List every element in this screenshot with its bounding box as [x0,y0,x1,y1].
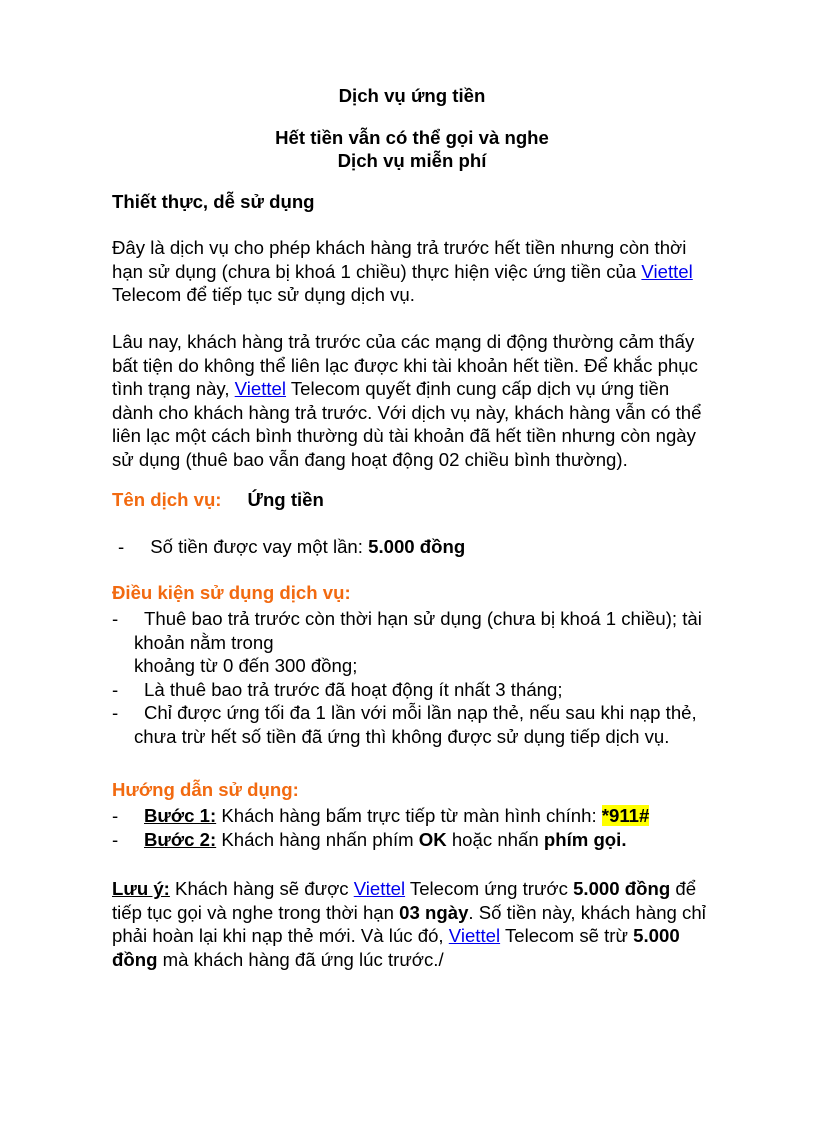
step-label: Bước 2: [144,828,217,850]
note-text: Telecom ứng trước [405,878,574,899]
note-text: Khách hàng sẽ được [169,878,354,899]
note-label: Lưu ý: [112,878,170,899]
note-paragraph [112,877,712,971]
viettel-link[interactable]: Viettel [448,925,501,946]
loan-text: Số tiền được vay một lần: [150,536,369,557]
list-item [112,701,712,748]
viettel-link[interactable]: Viettel [234,378,287,399]
list-dash: - [118,536,125,557]
condition-text: Thuê bao trả trước còn thời hạn sử dụng (chưa bị khoá 1 chiều); tài khoản nằm trong [134,608,702,653]
condition-text: Là thuê bao trả trước đã hoạt động ít nhất 3 tháng; [144,678,563,700]
step-label: Bước 1: [144,805,217,826]
note-amount: 5.000 đồng [112,925,680,970]
paragraph-intro [112,236,712,307]
step-text: Khách hàng bấm trực tiếp từ màn hình chính: [216,805,602,826]
paragraph-text: Lâu nay, khách hàng trả trước của các mạng di động thường cảm thấy bất tiện do không thể liên lạc được khi tài khoản hết tiền. Để khắc phục tình trạng này, [112,331,698,399]
guide-heading: Hướng dẫn sử dụng: [112,779,299,800]
ussd-code: *911# [601,805,650,826]
list-item [112,607,712,678]
viettel-link[interactable]: Viettel [641,260,693,282]
note-text: để tiếp tục gọi và nghe trong thời hạn [112,878,697,923]
note-text: . Số tiền này, khách hàng chỉ phải hoàn lại khi nạp thẻ mới. Và lúc đó, [112,901,706,946]
paragraph-text: Telecom quyết định cung cấp dịch vụ ứng tiền dành cho khách hàng trả trước. Với dịch vụ này, khách hàng vẫn có thể liên lạc một cách bình thường dù tài khoản đã hết tiền nhưng còn ngày sử dụng (thuê bao vẫn đang hoạt động 02 chiều bình thường). [112,378,702,470]
section-heading: Thiết thực, dễ sử dụng [112,191,315,212]
list-dash: - [112,805,119,826]
condition-text: khoảng từ 0 đến 300 đồng; [134,655,358,676]
service-name-row [112,488,712,512]
guide-steps [112,804,712,851]
note-text: mà khách hàng đã ứng lúc trước./ [157,948,444,970]
document-title: Dịch vụ ứng tiền [338,85,486,106]
paragraph-text: Đây là dịch vụ cho phép khách hàng trả trước hết tiền nhưng còn thời hạn sử dụng (chưa bị khoá 1 chiều) thực hiện việc ứng tiền của [112,237,687,282]
service-name-value: Ứng tiền [247,489,324,510]
paragraph-text: Telecom để tiếp tục sử dụng dịch vụ. [112,284,415,305]
subtitle-line1: Hết tiền vẫn có thể gọi và nghe [275,127,549,148]
conditions-list [112,607,712,748]
loan-amount: 5.000 đồng [368,536,466,557]
list-item [112,804,712,828]
list-dash: - [112,702,119,723]
conditions-heading: Điều kiện sử dụng dịch vụ: [112,582,351,603]
paragraph-background [112,330,712,471]
condition-text: Chỉ được ứng tối đa 1 lần với mỗi lần nạp thẻ, nếu sau khi nạp thẻ, chưa trừ hết số tiền đã ứng thì không được sử dụng tiếp dịch vụ. [134,702,697,747]
list-dash: - [112,608,119,629]
service-name-label: Tên dịch vụ: [112,489,222,510]
note-duration: 03 ngày [399,901,469,923]
note-text: Telecom sẽ trừ [500,925,634,946]
call-key: phím gọi. [543,828,627,850]
step-text: Khách hàng nhấn phím [216,828,419,850]
loan-amount-item [112,535,718,559]
list-item [112,828,712,852]
list-dash: - [112,678,119,700]
subtitle-line2: Dịch vụ miễn phí [337,150,487,171]
list-dash: - [112,828,119,850]
step-text: hoặc nhấn [446,828,544,850]
note-amount: 5.000 đồng [573,878,671,899]
viettel-link[interactable]: Viettel [353,878,406,899]
ok-key: OK [418,828,447,850]
list-item [112,678,712,702]
